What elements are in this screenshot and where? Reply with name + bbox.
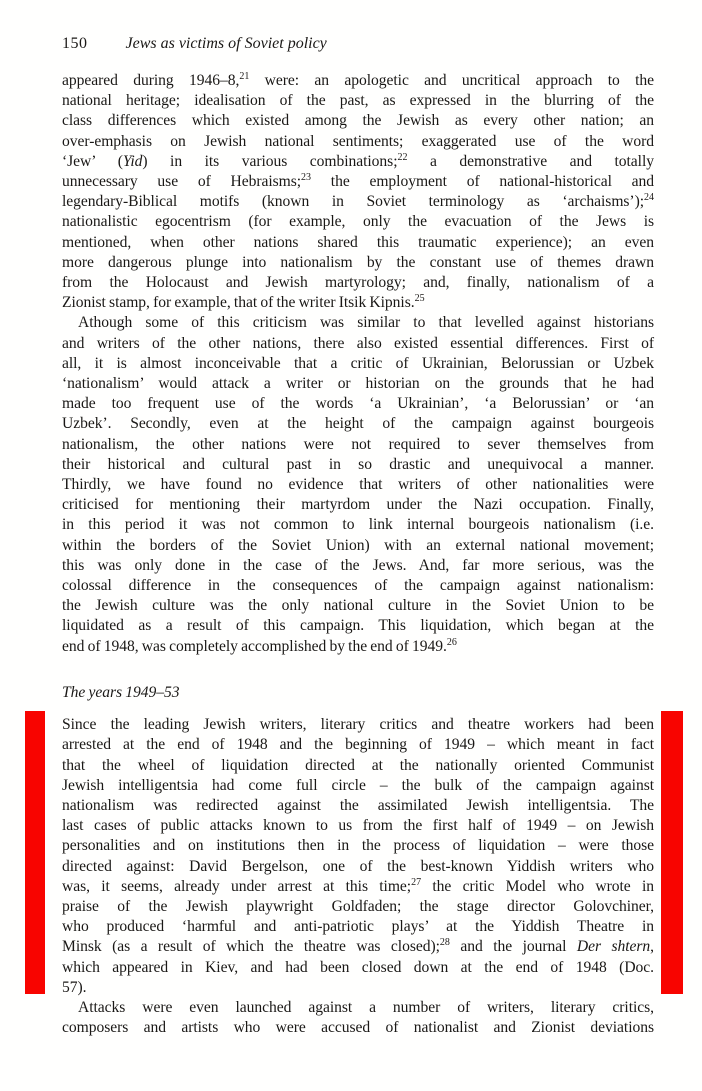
text-line bbox=[62, 192, 654, 212]
text-line bbox=[62, 71, 654, 91]
text-segment: made too frequent use of the words ‘a Ukrainian’, ‘a Belorussian’ or ‘an bbox=[62, 395, 654, 413]
paragraph bbox=[62, 71, 654, 313]
text-line bbox=[62, 495, 654, 515]
text-segment: criticised for mentioning their martyrdom under the Nazi occupation. Finally, bbox=[62, 496, 654, 514]
text-segment: and writers of the other nations, there also existed essential differences. First of bbox=[62, 334, 654, 352]
text-line bbox=[62, 374, 654, 394]
italic-text: Yid bbox=[122, 152, 143, 170]
text-segment: nationalistic egocentrism (for example, only the evacuation of the Jews is bbox=[62, 213, 654, 231]
text-line bbox=[62, 414, 654, 434]
text-segment: that the wheel of liquidation directed at the nationally oriented Communist bbox=[62, 756, 654, 774]
text-segment: which appeared in Kiev, and had been closed down at the end of 1948 (Doc. bbox=[62, 958, 654, 976]
text-line bbox=[62, 536, 654, 556]
text-segment: nationalism was redirected against the assimilated Jewish intelligentsia. The bbox=[62, 796, 654, 814]
footnote-ref: 28 bbox=[439, 937, 450, 949]
text-segment: the critic Model who wrote in bbox=[421, 877, 654, 895]
text-line bbox=[62, 313, 654, 333]
footnote-ref: 22 bbox=[397, 151, 408, 163]
text-segment: mentioned, when other nations shared this traumatic experience); an even bbox=[62, 233, 654, 251]
text-segment: praise of the Jewish playwright Goldfaden; the stage director Golovchiner, bbox=[62, 897, 654, 915]
footnote-ref: 21 bbox=[239, 71, 250, 82]
running-title: Jews as victims of Soviet policy bbox=[125, 35, 327, 52]
text-segment: more dangerous plunge into nationalism by the constant use of themes drawn bbox=[62, 253, 654, 271]
text-segment: ‘Jew’ ( bbox=[62, 152, 123, 170]
text-segment: colossal difference in the consequences of the campaign against nationalism: bbox=[62, 577, 654, 595]
text-line bbox=[62, 253, 654, 273]
text-segment: ‘nationalism’ would attack a writer or historian on the grounds that he had bbox=[62, 375, 654, 393]
text-line bbox=[62, 756, 654, 776]
text-segment: liquidated as a result of this campaign. This liquidation, which began at the bbox=[62, 617, 654, 635]
text-segment: and the journal bbox=[449, 938, 577, 956]
text-line bbox=[62, 273, 654, 293]
text-segment: within the borders of the Soviet Union) with an external national movement; bbox=[62, 536, 654, 554]
text-line bbox=[62, 637, 654, 657]
text-line bbox=[62, 212, 654, 232]
text-segment: Since the leading Jewish writers, literary critics and theatre workers had been bbox=[62, 716, 654, 734]
highlighted-paragraph bbox=[62, 715, 654, 998]
text-segment: unnecessary use of Hebraisms; bbox=[62, 173, 302, 191]
text-segment: from the Holocaust and Jewish martyrology; and, finally, nationalism of a bbox=[62, 274, 654, 292]
text-line bbox=[62, 958, 654, 978]
text-segment: over-emphasis on Jewish national sentiments; exaggerated use of the word bbox=[62, 132, 654, 150]
text-line bbox=[62, 233, 654, 253]
text-segment: nationalism, the other nations were not required to sever themselves from bbox=[62, 435, 654, 453]
page-body bbox=[62, 71, 654, 1038]
text-line bbox=[62, 877, 654, 897]
footnote-ref: 23 bbox=[301, 172, 312, 184]
text-segment: , bbox=[650, 938, 654, 956]
text-segment: Zionist stamp, for example, that of the writer Itsik Kipnis. bbox=[62, 294, 415, 312]
text-segment: the Jewish culture was the only national culture in the Soviet Union to be bbox=[62, 597, 654, 615]
text-segment: Jewish intelligentsia had come full circle – the bulk of the campaign against bbox=[62, 776, 654, 794]
text-line bbox=[62, 515, 654, 535]
text-segment: legendary-Biblical motifs (known in Soviet terminology as ‘archaisms’); bbox=[62, 193, 644, 211]
text-line bbox=[62, 91, 654, 111]
paragraph bbox=[62, 313, 654, 656]
text-line bbox=[62, 796, 654, 816]
text-line bbox=[62, 816, 654, 836]
text-line bbox=[62, 897, 654, 917]
text-line bbox=[62, 937, 654, 957]
text-line bbox=[62, 857, 654, 877]
text-segment: all, it is almost inconceivable that a critic of Ukrainian, Belorussian or Uzbek bbox=[62, 354, 654, 372]
text-segment: last cases of public attacks known to us from the first half of 1949 – on Jewish bbox=[62, 817, 654, 835]
highlight-bar-right bbox=[661, 711, 683, 994]
text-line bbox=[62, 616, 654, 636]
text-segment: directed against: David Bergelson, one of the best-known Yiddish writers who bbox=[62, 857, 654, 875]
text-segment: Thirdly, we have found no evidence that writers of other nationalities were bbox=[62, 476, 654, 494]
text-segment: Uzbek’. Secondly, even at the height of the campaign against bourgeois bbox=[62, 415, 654, 433]
text-line bbox=[62, 576, 654, 596]
text-segment: appeared during 1946–8, bbox=[62, 72, 240, 89]
text-segment: Athough some of this criticism was similar to that levelled against historians bbox=[78, 314, 654, 332]
text-segment: were: an apologetic and uncritical approach to the bbox=[249, 72, 655, 89]
text-line bbox=[62, 354, 654, 374]
text-line bbox=[62, 293, 654, 313]
text-line bbox=[62, 1018, 654, 1038]
text-line bbox=[62, 735, 654, 755]
text-line bbox=[62, 715, 654, 735]
text-line bbox=[62, 172, 654, 192]
page-number: 150 bbox=[62, 35, 88, 52]
paragraph bbox=[62, 998, 654, 1038]
footnote-ref: 27 bbox=[411, 876, 422, 888]
text-segment: end of 1948, was completely accomplished by the end of 1949. bbox=[62, 637, 447, 655]
text-segment: arrested at the end of 1948 and the beginning of 1949 – which meant in fact bbox=[62, 736, 654, 754]
text-line bbox=[62, 435, 654, 455]
footnote-ref: 24 bbox=[644, 192, 654, 204]
text-line bbox=[62, 111, 654, 131]
text-line bbox=[62, 596, 654, 616]
footnote-ref: 25 bbox=[414, 293, 425, 305]
text-line bbox=[62, 998, 654, 1018]
text-segment: Minsk (as a result of which the theatre was closed); bbox=[62, 938, 440, 956]
text-segment: class differences which existed among the Jewish as every other nation; an bbox=[62, 112, 654, 130]
text-line bbox=[62, 394, 654, 414]
italic-text: Der shtern bbox=[576, 938, 651, 956]
footnote-ref: 26 bbox=[446, 636, 457, 648]
text-segment: was, it seems, already under arrest at this time; bbox=[62, 877, 412, 895]
text-line bbox=[62, 475, 654, 495]
text-segment: a demonstrative and totally bbox=[407, 152, 654, 170]
section-heading: The years 1949–53 bbox=[62, 683, 180, 701]
text-line bbox=[62, 132, 654, 152]
text-line bbox=[62, 917, 654, 937]
page-header bbox=[62, 35, 327, 53]
text-segment: composers and artists who were accused of nationalist and Zionist deviations bbox=[62, 1019, 654, 1037]
text-line bbox=[62, 152, 654, 172]
highlight-bar-left bbox=[25, 711, 45, 994]
text-segment: the employment of national-historical and bbox=[311, 173, 654, 191]
text-segment: this was only done in the case of the Jews. And, far more serious, was the bbox=[62, 556, 654, 574]
text-line bbox=[62, 836, 654, 856]
text-segment: Attacks were even launched against a number of writers, literary critics, bbox=[78, 998, 654, 1016]
text-segment: 57). bbox=[62, 978, 87, 996]
text-line bbox=[62, 334, 654, 354]
text-segment: their historical and cultural past in so drastic and unequivocal a manner. bbox=[62, 455, 654, 473]
text-segment: who produced ‘harmful and anti-patriotic plays’ at the Yiddish Theatre in bbox=[62, 918, 654, 936]
text-segment: in this period it was not common to link internal bourgeois nationalism (i.e. bbox=[62, 516, 654, 534]
text-line bbox=[62, 556, 654, 576]
text-segment: personalities and on institutions then in the process of liquidation – were those bbox=[62, 837, 654, 855]
text-line bbox=[62, 455, 654, 475]
text-line bbox=[62, 978, 654, 998]
text-segment: national heritage; idealisation of the past, as expressed in the blurring of the bbox=[62, 92, 654, 110]
text-line bbox=[62, 776, 654, 796]
text-segment: ) in its various combinations; bbox=[142, 152, 398, 170]
